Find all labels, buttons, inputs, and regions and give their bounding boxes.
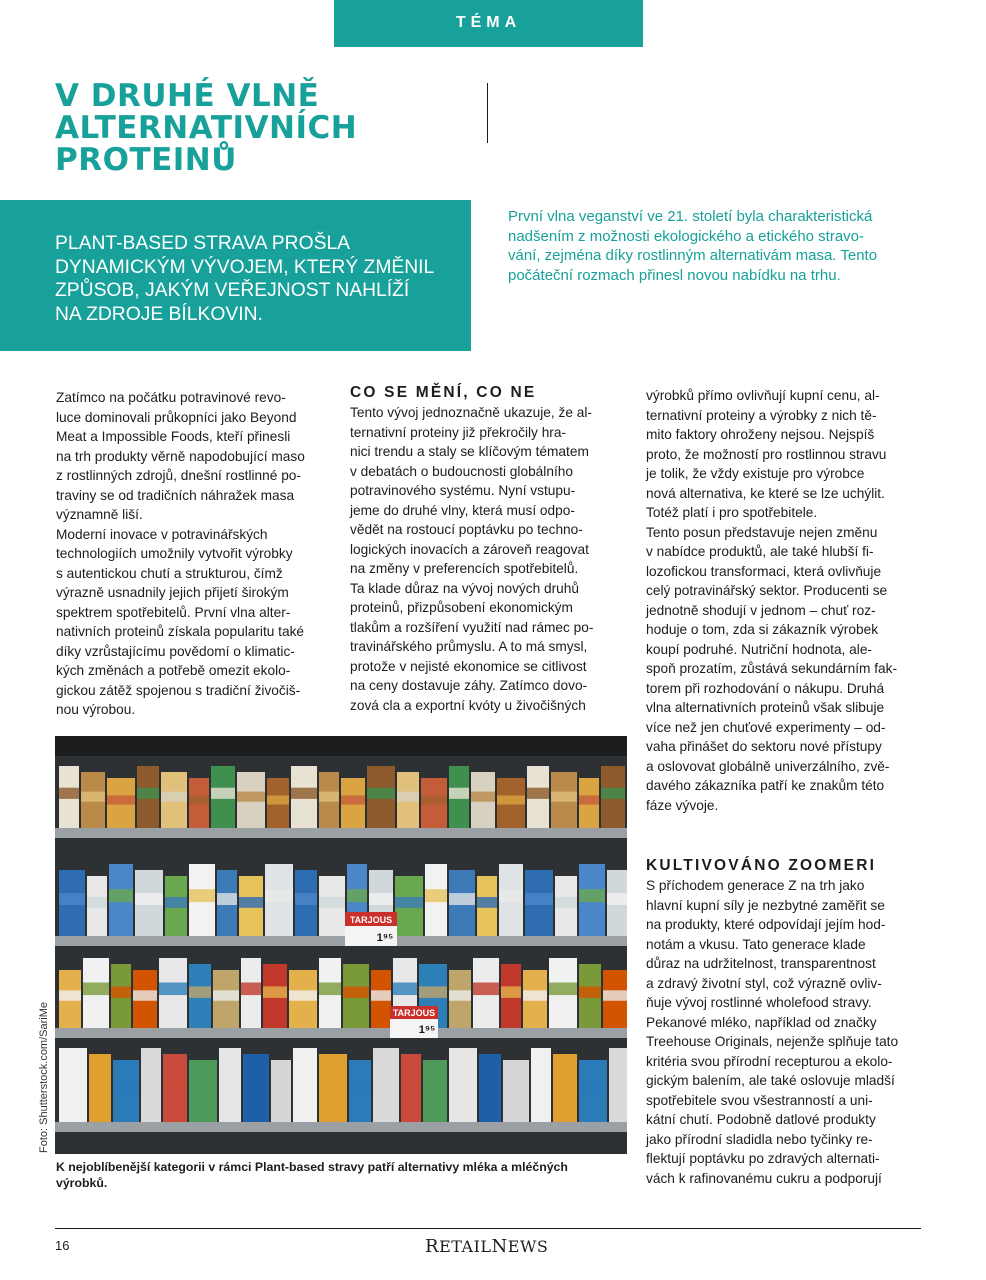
product-label xyxy=(531,1074,551,1087)
product-label xyxy=(479,1078,501,1090)
product-label xyxy=(319,1078,347,1090)
text-line: fáze vývoje. xyxy=(646,797,719,813)
shelf-edge xyxy=(55,1122,627,1132)
product-label xyxy=(89,1078,111,1090)
product-label xyxy=(371,990,391,1000)
text-line: v nabídce produktů, ale také hlubší fi- xyxy=(646,544,874,559)
product-label xyxy=(135,893,163,905)
product-label xyxy=(59,1074,87,1087)
product-label xyxy=(83,983,109,996)
text-line: celý potravinářský sektor. Producenti se xyxy=(646,583,888,598)
brand-logo: RETAILNEWS xyxy=(425,1236,549,1257)
product-label xyxy=(239,897,263,908)
text-line: a oslovovat globálně univerzálního, zvě- xyxy=(646,758,890,774)
product-label xyxy=(579,889,605,902)
product-label xyxy=(241,983,261,996)
text-line: ternativní proteiny již překročily hra- xyxy=(350,424,567,440)
product-label xyxy=(523,990,547,1000)
shelf-edge xyxy=(55,828,627,838)
text-line: vách k rafinovanému cukru a podporují xyxy=(646,1170,882,1186)
product-label xyxy=(397,792,419,802)
text-line: Pekanové mléko, například od značky xyxy=(646,1014,877,1030)
text-line: na ceny dostavuje záhy. Zatímco dovo- xyxy=(350,678,588,693)
product-label xyxy=(87,897,107,908)
product-label xyxy=(477,897,497,908)
text-line: nou výrobou. xyxy=(56,702,136,717)
product-label xyxy=(159,983,187,996)
text-line: spotřebitele svou všestranností a uni- xyxy=(646,1092,873,1108)
product-label xyxy=(243,1078,269,1090)
product-label xyxy=(219,1074,241,1087)
text-line: gickým balením, ale také oslovuje mladší xyxy=(646,1073,895,1088)
text-line: důraz na udržitelnost, transparentnost xyxy=(646,956,876,971)
product-label xyxy=(59,788,79,799)
product-label xyxy=(341,796,365,805)
product-label xyxy=(579,986,601,998)
title-line: ALTERNATIVNÍCH xyxy=(55,110,358,146)
text-line: proteinů, přizpůsobení ekonomickým xyxy=(350,600,573,615)
text-line: nici trendu a staly se klíčovým tématem xyxy=(350,444,589,459)
text-line: Zatímco na počátku potravinové revo- xyxy=(56,390,286,405)
photo-credit: Foto: Shutterstock.com/SariMe xyxy=(38,1002,50,1153)
lead-line: PLANT-BASED STRAVA PROŠLA xyxy=(55,233,351,254)
product-label xyxy=(289,990,317,1000)
product-label xyxy=(349,1082,371,1093)
caption-line: K nejoblíbenější kategorii v rámci Plant-based stravy patří alternativy mléka a mléčných xyxy=(56,1160,568,1174)
section-tab: TÉMA xyxy=(334,0,643,47)
text-line: z rostlinných zdrojů, dnešní rostlinné po- xyxy=(56,468,301,483)
product-label xyxy=(347,889,367,902)
product-label xyxy=(265,889,293,902)
lead-line: ZPŮSOB, JAKÝM VEŘEJNOST NAHLÍŽÍ xyxy=(55,280,410,301)
text-line: výrazně usnadnily jejich přijetí širokým xyxy=(56,585,289,600)
text-line: vědět na rostoucí poptávku po techno- xyxy=(350,522,583,537)
product-label xyxy=(421,796,447,805)
text-line: na trh produkty věrně napodobující maso xyxy=(56,448,305,464)
product-label xyxy=(59,893,85,905)
product-label xyxy=(449,788,469,799)
svg-text:1⁹⁵: 1⁹⁵ xyxy=(376,932,394,944)
section-heading: CO SE MĚNÍ, CO NE xyxy=(350,384,537,401)
product-label xyxy=(499,889,523,902)
product-label xyxy=(111,986,131,998)
product-label xyxy=(501,986,521,998)
text-line: Moderní inovace v potravinářských xyxy=(56,526,268,542)
text-line: proto, že možností pro rostlinnou stravu xyxy=(646,446,887,462)
shelf-photo xyxy=(55,736,627,1154)
text-line: Ta klade důraz na vývoj nových druhů xyxy=(350,580,580,596)
text-line: jednotně shodují v jednom – chuť roz- xyxy=(646,602,876,618)
intro-line: První vlna veganství ve 21. století byla charakteristická xyxy=(508,208,873,225)
product-label xyxy=(553,1078,577,1090)
product-label xyxy=(163,1078,187,1090)
text-line: vlna alternativních proteinů však slibuje xyxy=(646,700,885,715)
text-line: kých změnách a potřebě omezit ekolo- xyxy=(56,663,291,678)
article-column-3 xyxy=(646,386,897,815)
product-label xyxy=(401,1078,421,1090)
text-line: v debatách o budoucnosti globálního xyxy=(350,463,573,479)
text-line: významně liší. xyxy=(56,507,143,522)
product-label xyxy=(189,1082,217,1093)
text-line: zová cla a exportní kvóty u živočišných xyxy=(350,697,586,713)
text-line: torem při rozhodování o nákupu. Druhá xyxy=(646,680,885,696)
text-line: protože v nejisté ekonomice se citlivost xyxy=(350,658,587,674)
product-label xyxy=(217,893,237,905)
text-line: kritéria svou přírodní recepturou a ekolo- xyxy=(646,1053,893,1069)
product-label xyxy=(293,1074,317,1087)
text-line: technologiích umožnily vytvořit výrobky xyxy=(56,546,293,561)
product-label xyxy=(449,990,471,1000)
intro-line: počáteční rozmach přinesl novou nabídku na trhu. xyxy=(508,266,841,284)
caption-line: výrobků. xyxy=(56,1176,108,1190)
photo-caption xyxy=(56,1159,626,1191)
product-label xyxy=(81,792,105,802)
column-body xyxy=(350,403,593,715)
product-label xyxy=(367,788,395,799)
title-divider xyxy=(487,83,488,143)
product-label xyxy=(263,986,287,998)
product-label xyxy=(189,889,215,902)
product-label xyxy=(555,897,577,908)
text-line: lozofickou transformaci, která ovlivňuje xyxy=(646,563,882,579)
shelf-edge xyxy=(55,936,627,946)
text-line: výrobků přímo ovlivňují kupní cenu, al- xyxy=(646,388,880,403)
text-line: flektují poptávku po zdravých alternati- xyxy=(646,1151,880,1166)
intro-text xyxy=(508,207,928,285)
product-label xyxy=(579,796,599,805)
product-label xyxy=(373,1074,399,1087)
product-label xyxy=(395,897,423,908)
price-tag-tarjous xyxy=(390,1006,438,1038)
product-label xyxy=(527,788,549,799)
text-line: díky vzrůstajícímu povědomí o klimatic- xyxy=(56,643,295,659)
product-label xyxy=(189,986,211,998)
text-line: kátní chutí. Podobně datlové produkty xyxy=(646,1112,876,1127)
text-line: jako přírodní sladidla nebo tyčinky re- xyxy=(646,1131,873,1147)
title-line: V DRUHÉ VLNĚ xyxy=(55,78,320,114)
product-label xyxy=(319,983,341,996)
product-label xyxy=(291,788,317,799)
article-column-1 xyxy=(56,388,305,720)
product-label xyxy=(549,983,577,996)
product-label xyxy=(165,897,187,908)
product-label xyxy=(603,990,627,1000)
text-line: je tolik, že vždy existuje pro výrobce xyxy=(646,466,865,481)
text-line: nová alternativa, ke které se lze uchýlit. xyxy=(646,485,885,501)
text-line: S příchodem generace Z na trh jako xyxy=(646,878,865,893)
text-line: Tento vývoj jednoznačně ukazuje, že al- xyxy=(350,405,592,420)
article-column-3-section xyxy=(646,856,898,1188)
product-label xyxy=(579,1082,607,1093)
text-line: Totéž platí i pro spotřebitele. xyxy=(646,505,818,520)
product-label xyxy=(319,897,345,908)
text-line: ňuje vývoj rostlinné wholefood stravy. xyxy=(646,995,872,1010)
text-line: hoduje o tom, zda si zákazník výrobek xyxy=(646,622,879,637)
text-line: tlakům a rozšíření využití nad rámec po- xyxy=(350,619,594,635)
product-label xyxy=(473,983,499,996)
intro-line: nadšením z možnosti ekologického a etického stravo- xyxy=(508,227,865,245)
product-label xyxy=(133,990,157,1000)
product-label xyxy=(189,796,209,805)
product-label xyxy=(59,990,81,1000)
product-label xyxy=(161,792,187,802)
text-line: nativních proteinů získala popularitu také xyxy=(56,624,305,639)
section-heading: KULTIVOVÁNO ZOOMERI xyxy=(646,857,877,874)
product-label xyxy=(141,1074,161,1087)
product-label xyxy=(343,986,369,998)
text-line: spoň prozatím, zůstává sekundárním fak- xyxy=(646,661,898,676)
product-label xyxy=(211,788,235,799)
text-line: a zdravý životní styl, což výrazně ovliv- xyxy=(646,975,882,991)
product-label xyxy=(449,1074,477,1087)
text-line: Treehouse Originals, nejenže splňuje tato xyxy=(646,1034,899,1049)
shelf-edge xyxy=(55,1028,627,1038)
text-line: notám a vkusu. Tato generace klade xyxy=(646,936,866,952)
text-line: spektrem spotřebitelů. První vlna alter- xyxy=(56,604,291,620)
column-body xyxy=(646,876,898,1188)
product-label xyxy=(601,788,625,799)
svg-text:TARJOUS: TARJOUS xyxy=(392,1008,436,1018)
product-label xyxy=(109,889,133,902)
product-label xyxy=(419,986,447,998)
title-line: PROTEINŮ xyxy=(55,142,237,178)
svg-text:TARJOUS: TARJOUS xyxy=(349,915,393,925)
product-label xyxy=(425,889,447,902)
product-label xyxy=(423,1082,447,1093)
product-label xyxy=(551,792,577,802)
text-line: mito faktory ohroženy nejsou. Nejspíš xyxy=(646,427,875,442)
text-line: davého zákazníka patří ke znakům této xyxy=(646,778,885,793)
text-line: Meat a Impossible Foods, kteří přinesli xyxy=(56,429,291,444)
lead-line: DYNAMICKÝM VÝVOJEM, KTERÝ ZMĚNIL xyxy=(55,256,435,278)
text-line: gickou zátěž spojenou s tradiční živočiš- xyxy=(56,682,301,698)
text-line: Tento posun představuje nejen změnu xyxy=(646,524,878,540)
text-line: hlavní kupní síly je nezbytné zaměřit se xyxy=(646,897,885,913)
product-label xyxy=(137,788,159,799)
product-label xyxy=(295,893,317,905)
page-number: 16 xyxy=(55,1238,70,1253)
article-title xyxy=(55,80,475,176)
text-line: vaha přinášet do sektoru nové přístupy xyxy=(646,739,882,754)
supermarket-shelf-illustration xyxy=(55,736,627,1154)
text-line: potravinového systému. Nyní vstupu- xyxy=(350,483,576,498)
footer-rule xyxy=(55,1228,921,1229)
product-label xyxy=(237,792,265,802)
article-column-2 xyxy=(350,383,593,715)
product-label xyxy=(609,1074,627,1087)
text-line: traviny se od tradičních náhražek masa xyxy=(56,487,295,503)
text-line: luce dominovali průkopníci jako Beyond xyxy=(56,409,297,425)
text-line: ternativní proteiny a výrobky z nich tě- xyxy=(646,407,877,423)
svg-text:1⁹⁵: 1⁹⁵ xyxy=(418,1024,436,1036)
price-tag-tarjous xyxy=(345,912,397,946)
text-line: logických inovacích a zároveň reagovat xyxy=(350,541,589,557)
product-label xyxy=(319,792,339,802)
text-line: na produkty, které odpovídají jejím hod- xyxy=(646,917,886,932)
product-label xyxy=(393,983,417,996)
lead-line: NA ZDROJE BÍLKOVIN. xyxy=(55,303,263,325)
product-label xyxy=(271,1082,291,1093)
product-label xyxy=(213,990,239,1000)
text-line: travinářského průmyslu. A to má smysl, xyxy=(350,639,588,654)
product-label xyxy=(497,796,525,805)
product-label xyxy=(607,893,627,905)
product-label xyxy=(267,796,289,805)
product-label xyxy=(471,792,495,802)
product-label xyxy=(369,893,393,905)
product-label xyxy=(449,893,475,905)
lead-text xyxy=(55,232,455,326)
product-label xyxy=(113,1082,139,1093)
product-label xyxy=(107,796,135,805)
text-line: s autentickou chutí a strukturou, čímž xyxy=(56,565,283,581)
text-line: více než jen chuťové experimenty – od- xyxy=(646,719,886,735)
product-label xyxy=(525,893,553,905)
product-label xyxy=(503,1082,529,1093)
text-line: jeme do druhé vlny, která musí odpo- xyxy=(350,502,575,518)
intro-line: vání, zejména díky rostlinným alternativám masa. Tento xyxy=(508,247,878,264)
text-line: na změny v preferencích spotřebitelů. xyxy=(350,561,579,576)
text-line: koupí podruhé. Nutriční hodnota, ale- xyxy=(646,641,872,657)
